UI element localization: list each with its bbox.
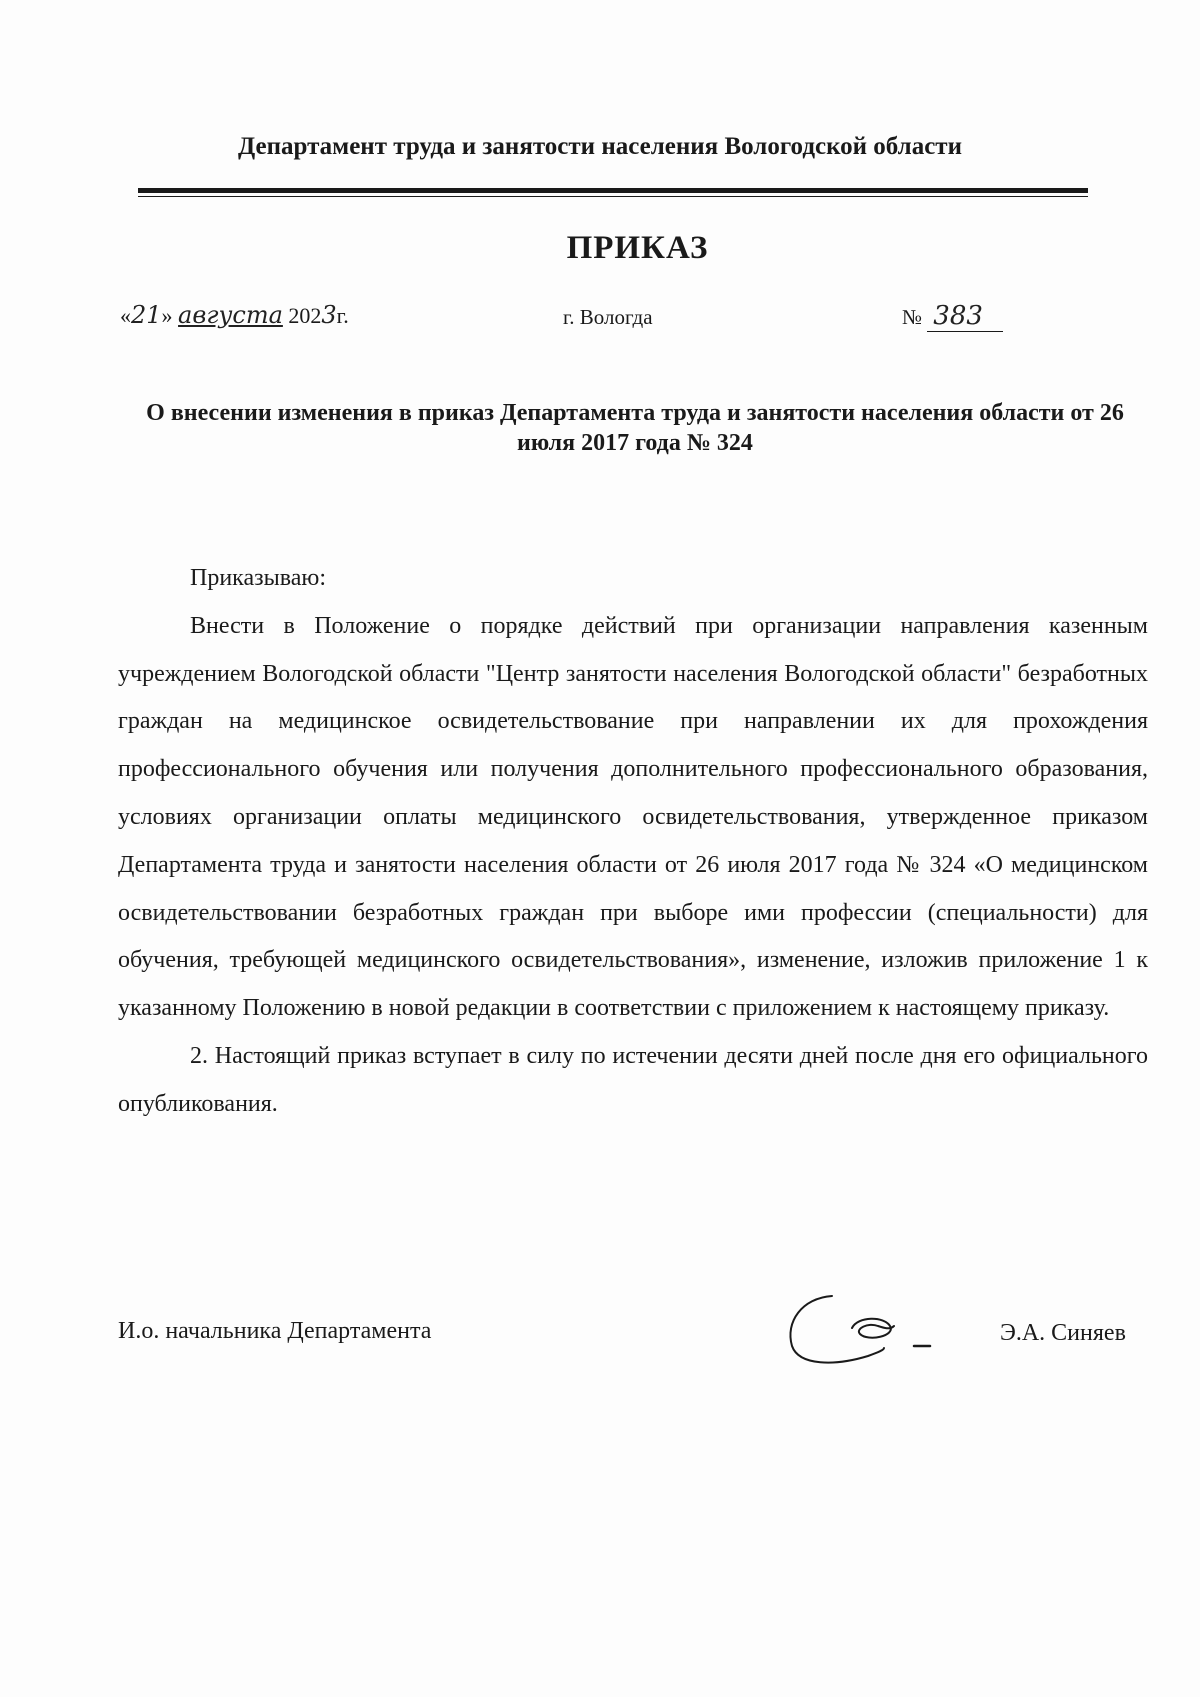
header-divider-thick [138,188,1088,193]
order-subject: О внесении изменения в приказ Департамента труда и занятости населения области от 26 июля 2017 года № 324 [146,400,1124,456]
document-type-title: ПРИКАЗ [566,230,709,266]
order-date [120,301,349,329]
date-day-handwritten: 21 [131,301,162,329]
signatory-position: И.о. начальника Департамента [118,1318,432,1344]
order-body [118,555,1148,1129]
date-year-prefix: 202 [288,303,322,328]
date-year-digit-handwritten: 3 [321,301,337,329]
order-paragraph-2: 2. Настоящий приказ вступает в силу по истечении десяти дней после дня его официального опубликования. [118,1042,1148,1117]
order-number-handwritten: 383 [927,301,1003,332]
date-year-suffix: г. [336,303,349,328]
header-divider-thin [138,196,1088,197]
department-header: Департамент труда и занятости населения Вологодской области [238,133,962,160]
signatory-name: Э.А. Синяев [1000,1320,1126,1346]
order-paragraph-1: Внести в Положение о порядке действий при организации направления казенным учреждением Вологодской области "Центр занятости населения Вологодской области" безработных граждан на медицинское освидетельствование при направлении их для прохождения профессионального обучения или получения дополнительного профессионального образования, условиях организации оплаты медицинского освидетельствования, утвержденное приказом Департамента труда и занятости населения области от 26 июля 2017 года № 324 «О медицинском освидетельствовании безработных граждан при выборе ими профессии (специальности) для обучения, требующей медицинского освидетельствования», изменение, изложив приложение 1 к указанному Положению в новой редакции в соответствии с приложением к настоящему приказу. [118,612,1148,1022]
order-intro: Приказываю: [190,565,326,591]
date-open-quote: « [120,303,131,328]
handwritten-signature [780,1280,960,1380]
order-number-label: № [902,305,923,329]
date-close-quote: » [161,303,173,328]
order-number [902,301,1003,332]
order-city: г. Вологда [563,305,653,329]
date-month-handwritten: августа [178,301,283,329]
